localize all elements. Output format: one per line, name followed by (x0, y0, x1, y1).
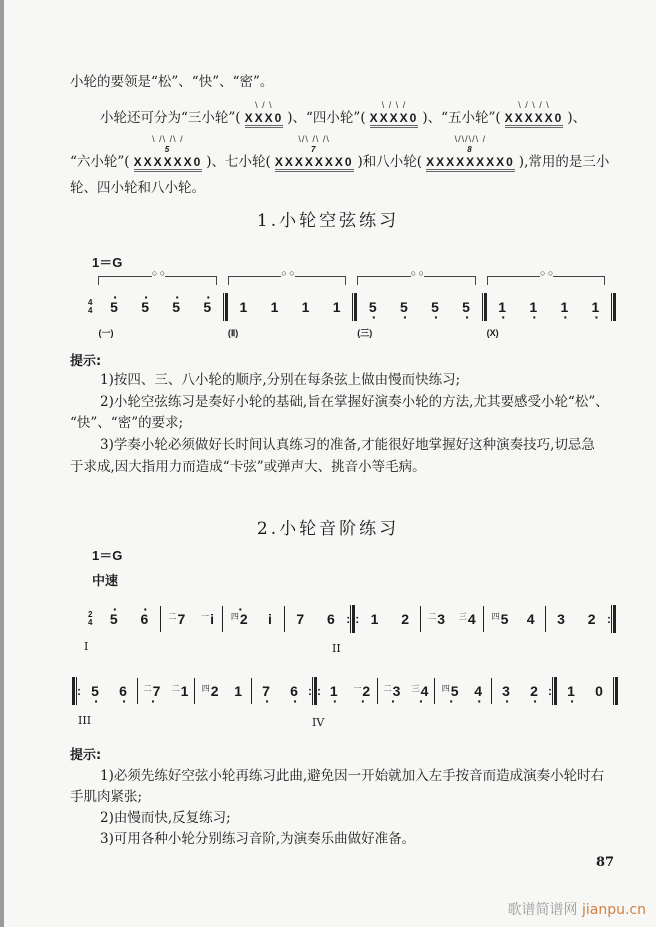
note-value: 7 (152, 683, 161, 699)
measure (285, 604, 346, 634)
measure (252, 676, 308, 706)
fingering-mark: 三 (411, 684, 420, 693)
text: )、“五小轮”( (422, 110, 501, 126)
note (589, 299, 601, 315)
measure (435, 676, 491, 706)
note (138, 611, 150, 627)
note (117, 683, 129, 699)
key-signature: 1＝G (92, 255, 123, 270)
note-value: 2 (210, 683, 219, 699)
note-value: 2 (401, 611, 409, 627)
note-value: 4 (467, 611, 476, 627)
roll-bracket (98, 276, 216, 285)
measure-label: (一) (98, 328, 114, 338)
measure (378, 676, 434, 706)
repeat-end-barline (611, 605, 616, 633)
section-1-title: 1.小轮空弦练习 (256, 211, 400, 231)
page-number: 87 (596, 855, 615, 870)
measure (359, 604, 420, 634)
note (399, 611, 411, 627)
note (202, 683, 219, 699)
text: )、 (567, 110, 587, 126)
note (586, 611, 598, 627)
score-row (72, 676, 618, 706)
note-value: 1 (370, 611, 379, 627)
note (353, 683, 370, 699)
intro-line-2 (100, 100, 587, 128)
text: )、“四小轮”( (287, 110, 366, 126)
note-value: 3 (392, 683, 401, 699)
pluck-marks: \ /\ /\ / (152, 134, 184, 144)
measure (357, 292, 481, 338)
note-value: 5 (109, 611, 118, 627)
fingering-mark: 四 (441, 684, 450, 693)
rhythm-wu (504, 100, 564, 128)
measure (98, 292, 222, 338)
note (108, 611, 120, 627)
note-value: 1 (234, 683, 243, 699)
intro-line-3 (70, 134, 610, 172)
note-value: 2 (239, 611, 248, 627)
double-barline (611, 293, 616, 321)
tip-line: 2)由慢而快,反复练习; (100, 810, 231, 826)
watermark (508, 899, 646, 919)
note-value: i (267, 611, 272, 627)
note (264, 611, 276, 627)
note-value: 1 (301, 299, 310, 315)
note (288, 683, 300, 699)
double-barline (613, 677, 618, 705)
fingering-mark: 二 (383, 684, 392, 693)
note (528, 683, 540, 699)
note (492, 611, 509, 627)
measure (546, 604, 607, 634)
rhythm-si (369, 100, 419, 128)
note (231, 611, 248, 627)
text: )和八小轮( (357, 154, 423, 170)
pluck-marks: \/\/\/\ / (454, 134, 487, 144)
note (89, 683, 101, 699)
note (139, 299, 151, 315)
text: 小轮还可分为“三小轮”( (100, 110, 241, 126)
measure (223, 604, 284, 634)
rhythm-ba (426, 134, 515, 172)
roll-bracket (228, 276, 346, 285)
tuplet-number: 5 (164, 145, 172, 154)
note-value: 1 (560, 299, 569, 315)
repeat-dots: : (317, 684, 321, 698)
intro-line-4: 轮、四小轮和八小轮。 (70, 180, 205, 196)
note-value: 2 (362, 683, 371, 699)
note-value: i (210, 611, 214, 627)
note-value: 1 (270, 299, 279, 315)
measure-label: (Ⅱ) (227, 328, 239, 338)
time-signature-number: 4 (88, 298, 93, 307)
note-value: 6 (140, 611, 149, 627)
section-marker: II (332, 642, 341, 655)
pluck-marks: \ / \ / \ (518, 100, 550, 110)
tip-line: 于求成,因大指用力而造成“卡弦”或弹声大、挑音小等毛病。 (70, 459, 426, 475)
note-value: 7 (296, 611, 305, 627)
tip-line: 3)可用各种小轮分别练习音阶,为演奏乐曲做好准备。 (100, 831, 416, 847)
note-value: 5 (450, 683, 459, 699)
time-signature (88, 611, 92, 627)
note (232, 683, 244, 699)
note (172, 683, 189, 699)
measure (161, 604, 222, 634)
note-value: 1 (591, 299, 600, 315)
measure (81, 676, 137, 706)
note-value: 5 (110, 299, 118, 315)
fingering-mark: 四 (230, 612, 239, 621)
note (201, 611, 214, 627)
note (558, 299, 570, 315)
note (325, 611, 337, 627)
rhythm-liu (133, 134, 203, 172)
score-row (88, 604, 616, 634)
note (555, 611, 567, 627)
rhythm-text: XXXX0 (369, 111, 419, 125)
measure-label: (X) (486, 328, 499, 338)
note-value: 2 (587, 611, 596, 627)
note (398, 299, 410, 315)
tip-line: 2)小轮空弦练习是奏好小轮的基础,旨在掌握好演奏小轮的方法,尤其要感受小轮“松”、 (100, 394, 609, 410)
note-value: 3 (437, 611, 446, 627)
tuplet-number: 7 (310, 145, 318, 154)
measure (138, 676, 194, 706)
note-value: 1 (567, 683, 575, 699)
note-value: 5 (203, 299, 212, 315)
rhythm-qi (274, 134, 354, 172)
note-value: 1 (332, 299, 341, 315)
note (525, 611, 537, 627)
measure-label: (三) (357, 328, 373, 338)
measure (484, 604, 545, 634)
note (429, 299, 441, 315)
section-marker: III (78, 714, 92, 727)
tip-line: 手肌肉紧张; (70, 789, 143, 805)
key-signature: 1＝G (92, 548, 123, 563)
note-value: 6 (119, 683, 127, 699)
fingering-mark: 一 (201, 612, 210, 621)
note-value: 2 (530, 683, 538, 699)
time-signature-number: 4 (88, 306, 93, 315)
note (428, 611, 445, 627)
note-value: 1 (498, 299, 507, 315)
fingering-mark: 四 (491, 612, 500, 621)
note (300, 299, 312, 315)
fingering-mark: 二 (428, 612, 437, 621)
note (237, 299, 249, 315)
fingering-mark: 二 (168, 612, 177, 621)
measure (557, 676, 613, 706)
note-value: 4 (420, 683, 429, 699)
pluck-marks: \ / \ / (381, 100, 407, 110)
note-value: 1 (329, 683, 338, 699)
note (500, 683, 512, 699)
tip-line: 3)学奏小轮必须做好长时间认真练习的准备,才能很好地掌握好这种演奏技巧,切忌急 (100, 437, 595, 453)
note (328, 683, 340, 699)
note (169, 611, 186, 627)
note (367, 299, 379, 315)
note-value: 1 (529, 299, 538, 315)
note (331, 299, 343, 315)
rhythm-text: XXXXX0 (504, 111, 564, 125)
tips-heading: 提示: (70, 748, 102, 763)
note-value: 7 (262, 683, 270, 699)
note (472, 683, 484, 699)
note-value: 0 (595, 683, 603, 699)
note-value: 1 (180, 683, 189, 699)
rhythm-text: XXXXXXX0 (274, 155, 354, 169)
fingering-mark: 二 (143, 684, 152, 693)
note-value: 5 (91, 683, 99, 699)
measure (195, 676, 251, 706)
watermark-url: jianpu.cn (581, 902, 646, 918)
note-value: 5 (172, 299, 181, 315)
measure (492, 676, 548, 706)
scan-edge (0, 0, 4, 927)
rhythm-text: XXXXXXXX0 (426, 155, 515, 169)
fingering-mark: 二 (171, 684, 180, 693)
note-value: 3 (557, 611, 565, 627)
watermark-text: 歌谱简谱网 (507, 902, 578, 918)
text: ),常用的是三小 (518, 154, 610, 170)
tip-line: 1)按四、三、八小轮的顺序,分别在每条弦上做由慢而快练习; (100, 372, 461, 388)
fingering-mark: 一 (353, 684, 362, 693)
roll-bracket (357, 276, 475, 285)
note (294, 611, 306, 627)
note (593, 683, 605, 699)
repeat-dots: : (308, 684, 312, 698)
fingering-mark: 四 (201, 684, 210, 693)
repeat-dots: : (346, 612, 351, 626)
section-marker: I (84, 640, 89, 653)
note-value: 4 (474, 683, 483, 699)
text: )、七小轮( (206, 154, 271, 170)
note-value: 5 (462, 299, 470, 315)
note (460, 299, 472, 315)
section-2-title: 2.小轮音阶练习 (256, 519, 400, 539)
note (369, 611, 381, 627)
rhythm-text: XXX0 (244, 111, 284, 125)
note (108, 299, 120, 315)
note-value: 5 (500, 611, 509, 627)
tip-line: 1)必须先练好空弦小轮再练习此曲,避免因一开始就加入左手按音而造成演奏小轮时右 (100, 768, 605, 784)
tuplet-number: 8 (467, 145, 474, 154)
note-value: 5 (141, 299, 149, 315)
repeat-dots: : (548, 684, 552, 698)
measure (98, 604, 159, 634)
note-value: 5 (399, 299, 408, 315)
note-value: 3 (502, 683, 510, 699)
text: “六小轮”( (70, 154, 130, 170)
measure (227, 292, 352, 338)
note-value: 1 (239, 299, 248, 315)
note-value: 6 (290, 683, 298, 699)
pluck-marks: \ / \ (255, 100, 273, 110)
note-value: 5 (368, 299, 377, 315)
section-marker: IV (312, 716, 325, 729)
tempo-marking: 中速 (92, 574, 119, 589)
note (201, 299, 213, 315)
measure (321, 676, 377, 706)
tips-heading: 提示: (70, 354, 102, 369)
note (412, 683, 429, 699)
note (496, 299, 508, 315)
time-signature (88, 299, 92, 315)
note-value: 6 (327, 611, 335, 627)
note (144, 683, 161, 699)
tip-line: “快”、“密”的要求; (70, 415, 184, 431)
score-row (88, 292, 616, 338)
note (268, 299, 280, 315)
note-value: 7 (177, 611, 186, 627)
note (384, 683, 401, 699)
repeat-dots: : (606, 612, 611, 626)
note-value: 4 (526, 611, 535, 627)
fingering-mark: 三 (458, 612, 467, 621)
intro-line-1: 小轮的要领是“松”、“快”、“密”。 (70, 74, 274, 90)
note-value: 5 (431, 299, 439, 315)
repeat-dots: : (355, 612, 360, 626)
time-signature-number: 4 (88, 618, 93, 627)
rhythm-text: XXXXXX0 (133, 155, 203, 169)
rhythm-san (244, 100, 284, 128)
measure (421, 604, 482, 634)
repeat-dots: : (77, 684, 81, 698)
note (170, 299, 182, 315)
note (260, 683, 272, 699)
roll-bracket (487, 276, 605, 285)
pluck-marks: \/\ /\ /\ (298, 134, 330, 144)
measure (486, 292, 611, 338)
note (459, 611, 476, 627)
time-signature-number: 2 (88, 610, 93, 619)
note (442, 683, 459, 699)
note (527, 299, 539, 315)
note (565, 683, 577, 699)
